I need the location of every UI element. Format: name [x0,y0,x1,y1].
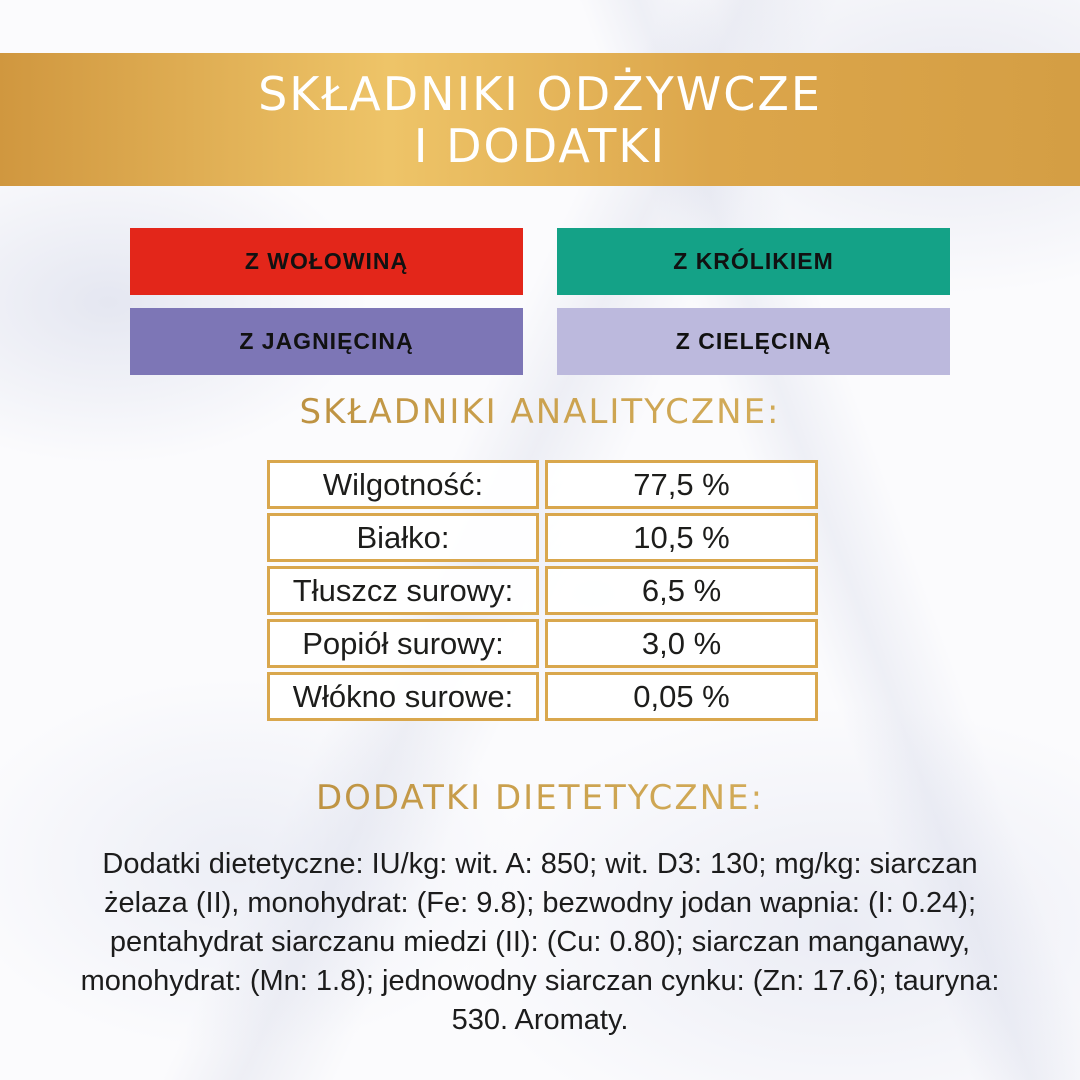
variant-buttons [130,228,950,375]
dietary-heading: DODATKI DIETETYCZNE: [0,778,1080,818]
analytical-table [267,460,818,721]
header-banner [0,53,1080,186]
dietary-text: Dodatki dietetyczne: IU/kg: wit. A: 850; wit. D3: 130; mg/kg: siarczan żelaza (II), monohydrat: (Fe: 9.8); bezwodny jodan wapnia: (I: 0.24); pentahydrat siarczanu miedzi (II): (Cu: 0.80); siarczan manganawy, monohydrat: (Mn: 1.8); jednowodny siarczan cynku: (Zn: 17.6); tauryna: 530. Aromaty. [80,848,1000,1036]
table-row-label: Popiół surowy: [267,619,539,668]
variant-button-lamb[interactable]: Z JAGNIĘCINĄ [130,308,523,375]
table-row-label: Białko: [267,513,539,562]
table-row-label: Włókno surowe: [267,672,539,721]
table-row-value: 10,5 % [545,513,818,562]
table-row-value: 6,5 % [545,566,818,615]
table-row-label: Tłuszcz surowy: [267,566,539,615]
variant-button-veal[interactable]: Z CIELĘCINĄ [557,308,950,375]
table-row-value: 3,0 % [545,619,818,668]
variant-button-beef[interactable]: Z WOŁOWINĄ [130,228,523,295]
banner-title-line1: SKŁADNIKI ODŻYWCZE [258,66,822,121]
table-row-value: 77,5 % [545,460,818,509]
table-row-label: Wilgotność: [267,460,539,509]
banner-title-line2: I DODATKI [413,118,667,173]
analytical-heading: SKŁADNIKI ANALITYCZNE: [0,392,1080,432]
table-row-value: 0,05 % [545,672,818,721]
variant-button-rabbit[interactable]: Z KRÓLIKIEM [557,228,950,295]
